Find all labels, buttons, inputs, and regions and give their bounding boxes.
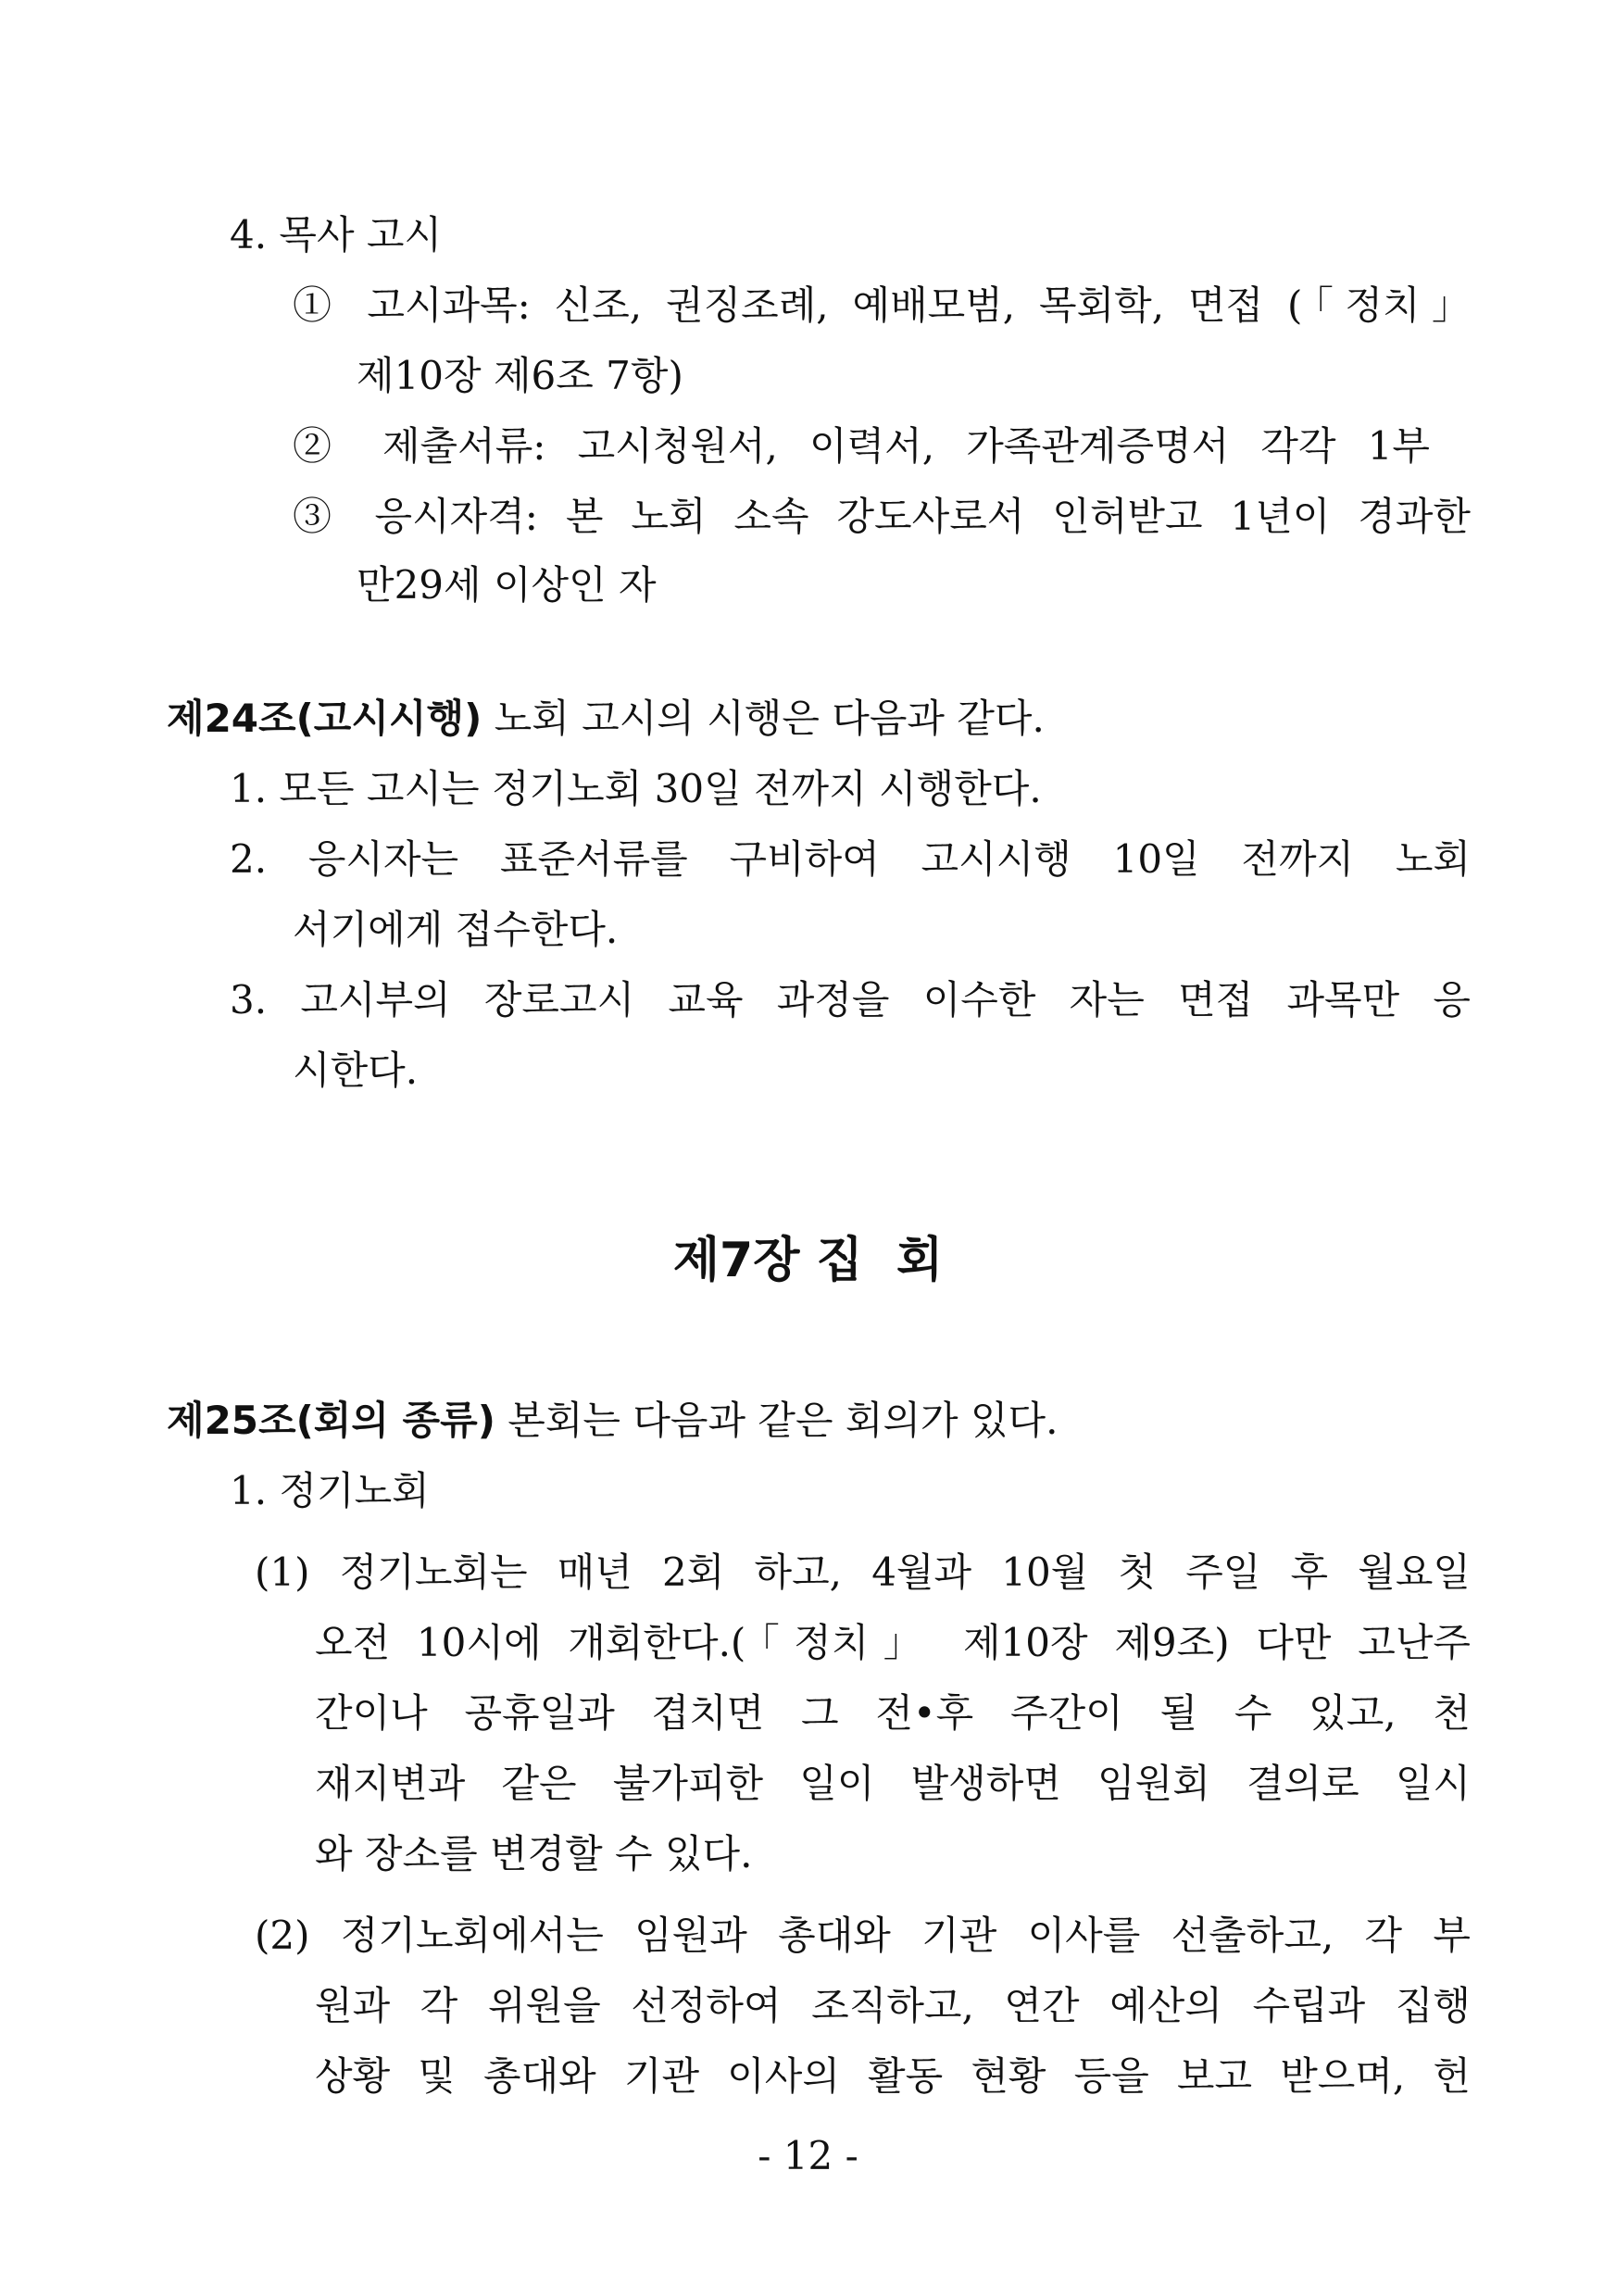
article-25-para-1-line-5: 와 장소를 변경할 수 있다. <box>315 1831 753 1876</box>
article-24-heading <box>167 693 1045 745</box>
item-4-clause-3-line-1: ③ 응시자격: 본 노회 소속 강도사로서 인허받고 1년이 경과한 <box>293 494 1471 539</box>
article-25-para-2-line-3: 상황 및 총대와 기관 이사의 활동 현황 등을 보고 받으며, 헌 <box>315 2053 1471 2099</box>
article-25-para-1-line-4: 재지변과 같은 불가피한 일이 발생하면 임원회 결의로 일시 <box>315 1761 1471 1806</box>
article-25-para-1-line-1: (1) 정기노회는 매년 2회 하고, 4월과 10월 첫 주일 후 월요일 <box>255 1549 1471 1595</box>
article-25-heading <box>167 1395 1058 1447</box>
article-24-item-3-line-1: 3. 고시부의 장로고시 교육 과정을 이수한 자는 면접 과목만 응 <box>230 977 1471 1023</box>
item-4-heading: 4. 목사 고시 <box>230 212 443 257</box>
chapter-title: 제7장 집 회 <box>672 1233 944 1288</box>
item-4-clause-1-line-1: ① 고시과목: 신조, 권징조례, 예배모범, 목회학, 면접 (「정치」 <box>293 282 1471 328</box>
item-4-clause-1-line-2: 제10장 제6조 7항) <box>357 353 683 398</box>
article-25-text: 본회는 다음과 같은 회의가 있다. <box>495 1398 1059 1443</box>
article-25-para-1-line-3: 간이나 공휴일과 겹치면 그 전•후 주간이 될 수 있고, 천 <box>315 1690 1471 1736</box>
article-25-label: 제25조(회의 종류) <box>167 1398 495 1443</box>
article-25-item-1: 1. 정기노회 <box>230 1468 430 1513</box>
article-25-para-1-line-2: 오전 10시에 개회한다.(「정치」 제10장 제9조) 다만 고난주 <box>315 1620 1471 1665</box>
article-24-item-3-line-2: 시한다. <box>293 1048 419 1093</box>
article-24-item-2-line-2: 서기에게 접수한다. <box>293 907 619 952</box>
article-24-label: 제24조(고시시행) <box>167 696 482 741</box>
article-25-para-2-line-1: (2) 정기노회에서는 임원과 총대와 기관 이사를 선출하고, 각 부 <box>255 1913 1471 1958</box>
item-4-clause-3-line-2: 만29세 이상인 자 <box>357 562 657 608</box>
page-number: - 12 - <box>758 2133 858 2178</box>
article-24-item-2-line-1: 2. 응시자는 표준서류를 구비하여 고시시행 10일 전까지 노회 <box>230 836 1471 882</box>
item-4-clause-2: ② 제출서류: 고시청원서, 이력서, 가족관계증명서 각각 1부 <box>293 423 1430 469</box>
article-24-item-1: 1. 모든 고시는 정기노회 30일 전까지 시행한다. <box>230 766 1042 811</box>
article-25-para-2-line-2: 원과 각 위원을 선정하여 조직하고, 연간 예산의 수립과 집행 <box>315 1983 1471 2028</box>
article-24-text: 노회 고시의 시행은 다음과 같다. <box>482 696 1045 741</box>
